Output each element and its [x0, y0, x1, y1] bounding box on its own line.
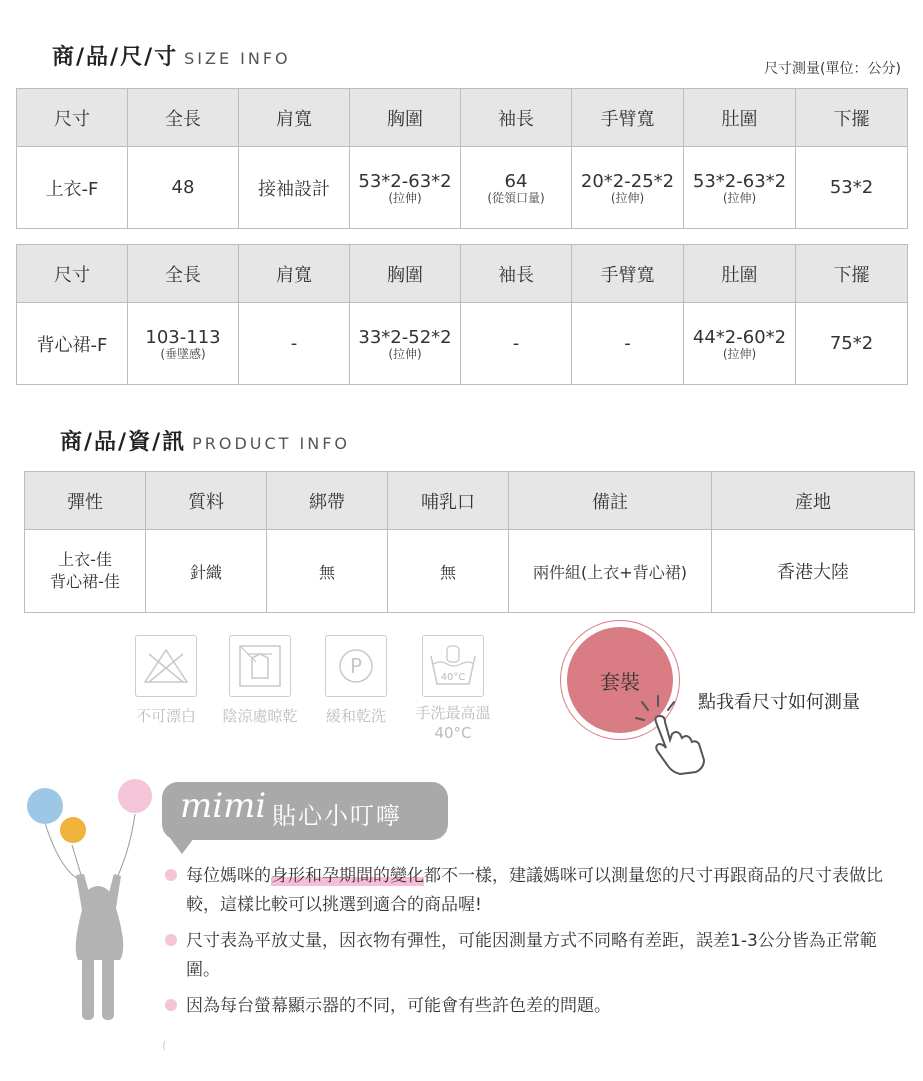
header-cell: 手臂寬 [572, 89, 684, 147]
header-cell: 下擺 [796, 245, 908, 303]
top-size-table [16, 88, 908, 229]
dry-clean-icon [325, 635, 387, 697]
chest-cell: 33*2-52*2 (拉伸) [350, 303, 461, 385]
product-title-text: 商/品/資/訊 [60, 430, 187, 455]
header-cell: 質料 [146, 472, 267, 530]
balloon-girl-illustration [20, 770, 165, 1050]
tip-item: 尺寸表為平放丈量，因衣物有彈性，可能因測量方式不同略有差距，誤差1-3公分皆為正常範圍。 [186, 927, 898, 985]
dress-size-table [16, 244, 908, 385]
care-item: 40°C 手洗最高溫 40°C [408, 635, 498, 743]
bullet-dot [165, 999, 177, 1011]
header-cell: 胸圍 [350, 89, 461, 147]
care-item: 不可漂白 [128, 635, 204, 726]
hem-cell: 75*2 [796, 303, 908, 385]
top-table-row [17, 147, 908, 229]
tip-item: 因為每台螢幕顯示器的不同，可能會有些許色差的問題。 [186, 992, 898, 1021]
blue-balloon [27, 788, 63, 824]
material-cell: 針織 [146, 530, 267, 613]
orange-balloon [60, 817, 86, 843]
dress-table-row [17, 303, 908, 385]
measure-link[interactable] [560, 620, 890, 780]
no-bleach-icon [135, 635, 197, 697]
header-cell: 尺寸 [17, 245, 128, 303]
arm-cell: - [572, 303, 684, 385]
header-cell: 肩寬 [239, 89, 350, 147]
product-info-table [24, 471, 915, 613]
cell-note: (拉伸) [388, 191, 422, 205]
length-cell: 48 [128, 147, 239, 229]
cell-note: (垂墜感) [160, 347, 206, 361]
info-table-row [25, 530, 915, 613]
header-cell: 產地 [712, 472, 915, 530]
header-cell: 下擺 [796, 89, 908, 147]
care-item: P 緩和乾洗 [316, 635, 396, 726]
sleeve-cell: - [461, 303, 572, 385]
arm-cell: 20*2-25*2 (拉伸) [572, 147, 684, 229]
product-subtitle: PRODUCT INFO [192, 434, 351, 453]
header-cell: 肚圍 [684, 245, 796, 303]
tip-highlight: 身形和孕期間的變化 [271, 866, 424, 886]
cell-note: (拉伸) [388, 347, 422, 361]
header-cell: 全長 [128, 89, 239, 147]
belly-cell: 53*2-63*2 (拉伸) [684, 147, 796, 229]
unit-note: 尺寸測量(單位：公分) [764, 61, 901, 77]
header-cell: 全長 [128, 245, 239, 303]
belly-cell: 44*2-60*2 (拉伸) [684, 303, 796, 385]
size-cell: 背心裙-F [17, 303, 128, 385]
set-badge-label: 套裝 [600, 669, 640, 694]
pink-balloon [118, 779, 152, 813]
size-section-title [52, 40, 291, 71]
svg-text:P: P [349, 654, 363, 678]
header-cell: 哺乳口 [388, 472, 509, 530]
dress-table-header-row [17, 245, 908, 303]
nursing-cell: 無 [388, 530, 509, 613]
header-cell: 肩寬 [239, 245, 350, 303]
hand-wash-temp: 40°C [440, 672, 466, 683]
bullet-dot [165, 934, 177, 946]
elasticity-cell: 上衣-佳 背心裙-佳 [25, 530, 146, 613]
cell-note: (拉伸) [610, 191, 645, 205]
chest-cell: 53*2-63*2 (拉伸) [350, 147, 461, 229]
info-table-header-row [25, 472, 915, 530]
shoulder-cell: 接袖設計 [239, 147, 350, 229]
strap-cell: 無 [267, 530, 388, 613]
header-cell: 胸圍 [350, 245, 461, 303]
pointing-hand-icon [634, 694, 714, 780]
header-cell: 備註 [509, 472, 712, 530]
hand-wash-icon [422, 635, 484, 697]
top-table-header-row [17, 89, 908, 147]
banner-tail [170, 838, 194, 854]
cell-note: (從領口量) [487, 191, 545, 205]
tip-item: 每位媽咪的身形和孕期間的變化都不一樣，建議媽咪可以測量您的尺寸再跟商品的尺寸表做比較，這樣比較可以挑選到適合的商品喔! [186, 862, 898, 920]
size-subtitle: SIZE INFO [184, 49, 291, 68]
tips-list [186, 862, 898, 1028]
remark-cell: 兩件組(上衣+背心裙) [509, 530, 712, 613]
cell-note: (拉伸) [722, 347, 757, 361]
header-cell: 肚圍 [684, 89, 796, 147]
bullet-dot [165, 869, 177, 881]
header-cell: 彈性 [25, 472, 146, 530]
product-section-title [60, 425, 350, 456]
header-cell: 袖長 [461, 245, 572, 303]
measure-link-text[interactable]: 點我看尺寸如何測量 [698, 692, 860, 713]
header-cell: 尺寸 [17, 89, 128, 147]
shade-dry-icon [229, 635, 291, 697]
origin-cell: 香港大陸 [712, 530, 915, 613]
tips-banner [162, 782, 448, 840]
tips-title: 貼心小叮嚀 [272, 802, 402, 830]
hem-cell: 53*2 [796, 147, 908, 229]
tips-brand: mimi [180, 786, 267, 826]
cell-note: (拉伸) [722, 191, 757, 205]
size-cell: 上衣-F [17, 147, 128, 229]
header-cell: 手臂寬 [572, 245, 684, 303]
sleeve-cell: 64 (從領口量) [461, 147, 572, 229]
length-cell: 103-113 (垂墜感) [128, 303, 239, 385]
care-item: 陰涼處晾乾 [214, 635, 306, 726]
header-cell: 袖長 [461, 89, 572, 147]
size-title-text: 商/品/尺/寸 [52, 45, 179, 70]
shoulder-cell: - [239, 303, 350, 385]
header-cell: 綁帶 [267, 472, 388, 530]
